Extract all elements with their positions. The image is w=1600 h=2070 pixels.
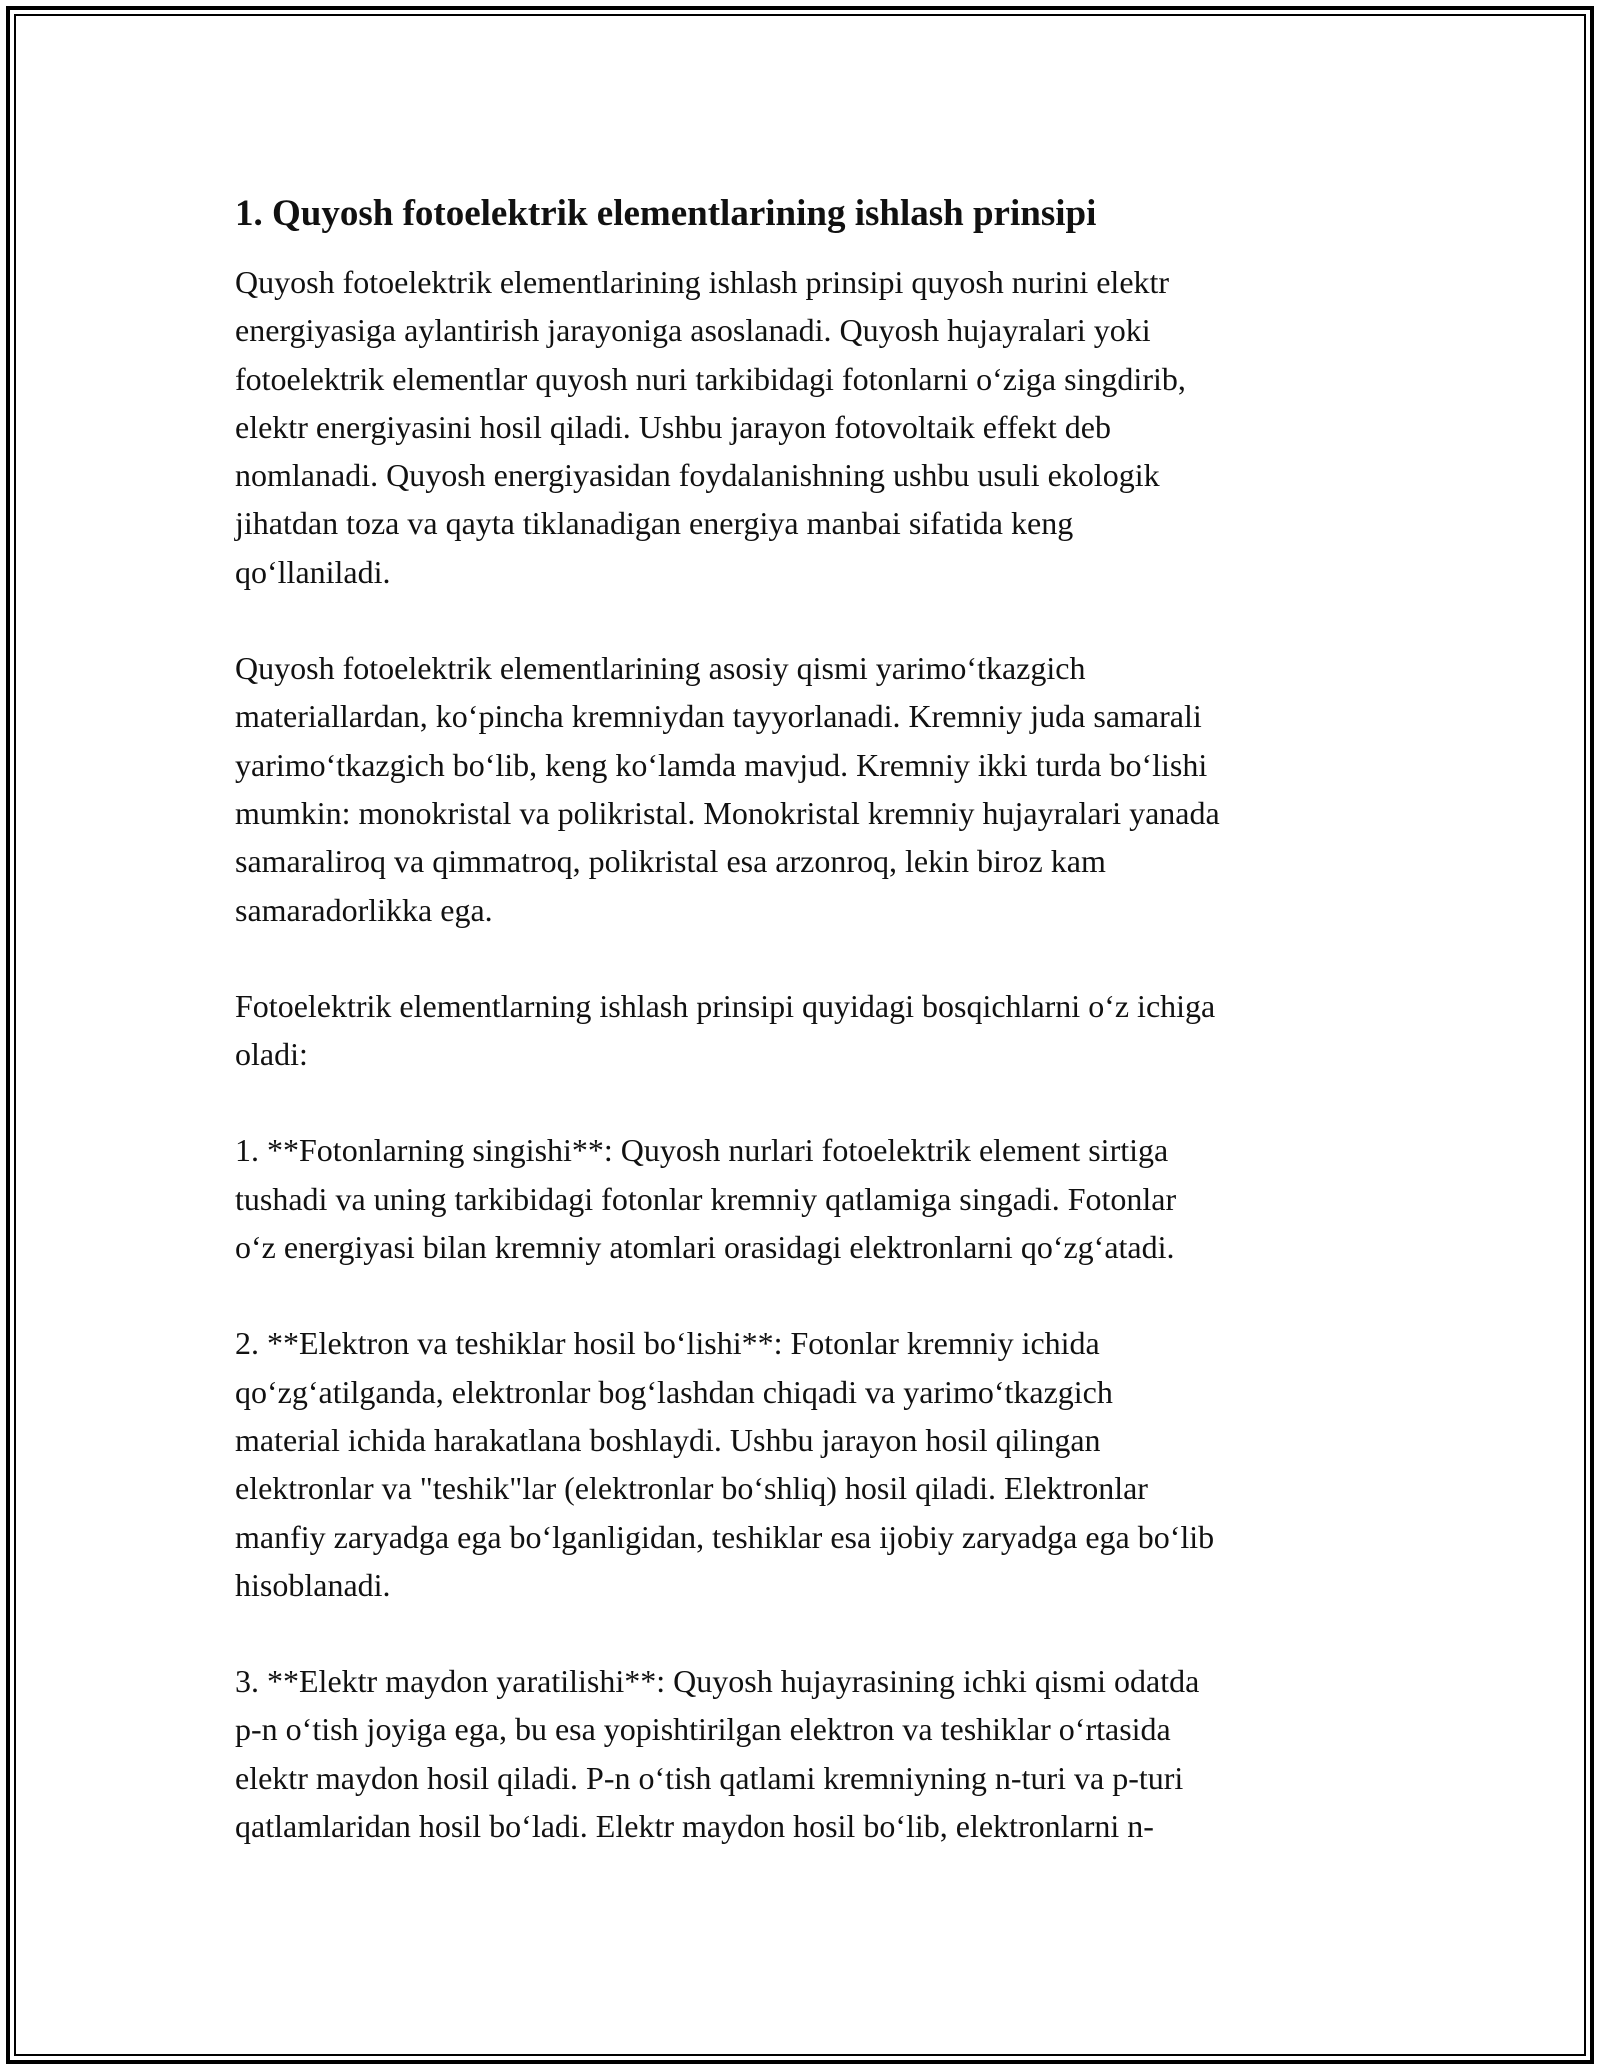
paragraph-gap	[235, 934, 1375, 982]
paragraph-gap	[235, 1271, 1375, 1319]
list-item-step-2: 2. **Elektron va teshiklar hosil bo‘lishi**: Fotonlar kremniy ichida qo‘zg‘atilganda, elektronlar bog‘lashdan chiqadi va yarimo‘tkazgich material ichida harakatlana boshlaydi. Ushbu jarayon hosil qilingan elektronlar va "teshik"lar (elektronlar bo‘shliq) hosil qiladi. Elektronlar manfiy zaryadga ega bo‘lganligidan, teshiklar esa ijobiy zaryadga ega bo‘lib hisoblanadi.	[235, 1325, 1215, 1603]
section-heading: 1. Quyosh fotoelektrik elementlarining ishlash prinsipi	[235, 193, 1097, 234]
paragraph-gap	[235, 1078, 1375, 1126]
paragraph-materials: Quyosh fotoelektrik elementlarining asosiy qismi yarimo‘tkazgich materiallardan, ko‘pincha kremniydan tayyorlanadi. Kremniy juda samarali yarimo‘tkazgich bo‘lib, keng ko‘lamda mavjud. Kremniy ikki turda bo‘lishi mumkin: monokristal va polikristal. Monokristal kremniy hujayralari yanada samaraliroq va qimmatroq, polikristal esa arzonroq, lekin biroz kam samaradorlikka ega.	[235, 650, 1220, 928]
document-body	[235, 188, 1375, 1850]
paragraph-intro: Quyosh fotoelektrik elementlarining ishlash prinsipi quyosh nurini elektr energiyasiga aylantirish jarayoniga asoslanadi. Quyosh hujayralari yoki fotoelektrik elementlar quyosh nuri tarkibidagi fotonlarni o‘ziga singdirib, elektr energiyasini hosil qiladi. Ushbu jarayon fotovoltaik effekt deb nomlanadi. Quyosh energiyasidan foydalanishning ushbu usuli ekologik jihatdan toza va qayta tiklanadigan energiya manbai sifatida keng qo‘llaniladi.	[235, 264, 1186, 590]
paragraph-stages-intro: Fotoelektrik elementlarning ishlash prinsipi quyidagi bosqichlarni o‘z ichiga oladi:	[235, 987, 1216, 1073]
list-item-step-3: 3. **Elektr maydon yaratilishi**: Quyosh hujayrasining ichki qismi odatda p-n o‘tish joyiga ega, bu esa yopishtirilgan elektron va teshiklar o‘rtasida elektr maydon hosil qiladi. P-n o‘tish qatlami kremniyning n-turi va p-turi qatlamlaridan hosil bo‘ladi. Elektr maydon hosil bo‘lib, elektronlarni n-	[235, 1663, 1200, 1845]
list-item-step-1: 1. **Fotonlarning singishi**: Quyosh nurlari fotoelektrik element sirtiga tushadi va uning tarkibidagi fotonlar kremniy qatlamiga singadi. Fotonlar o‘z energiyasi bilan kremniy atomlari orasidagi elektronlarni qo‘zg‘atadi.	[235, 1132, 1177, 1266]
paragraph-gap	[235, 596, 1375, 644]
paragraph-gap	[235, 1609, 1375, 1657]
